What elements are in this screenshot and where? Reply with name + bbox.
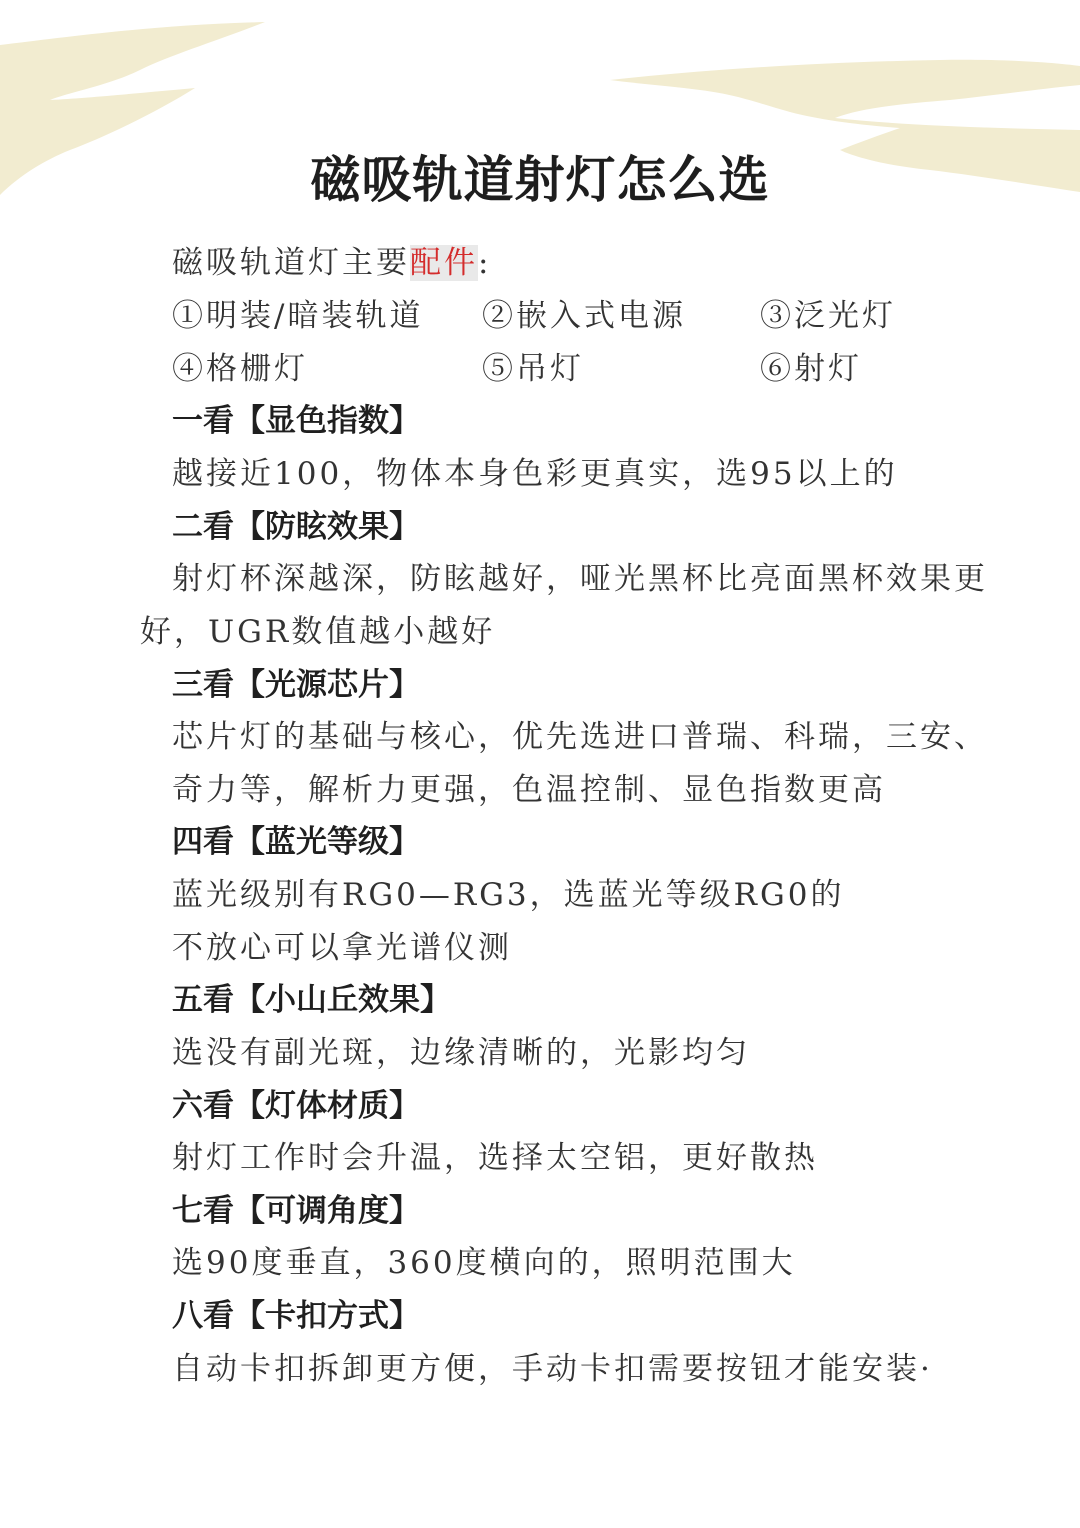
intro-highlight: 配件 xyxy=(410,245,478,281)
section-heading: 四看【蓝光等级】 xyxy=(172,824,420,860)
section-text: 射灯工作时会升温，选择太空铝，更好散热 xyxy=(172,1140,818,1176)
section-text: 蓝光级别有RG0—RG3，选蓝光等级RG0的 xyxy=(172,877,845,913)
accessory-item: ②嵌入式电源 xyxy=(482,298,686,334)
section-heading: 三看【光源芯片】 xyxy=(172,667,420,703)
section-heading: 二看【防眩效果】 xyxy=(172,509,420,545)
accessory-item: ⑤吊灯 xyxy=(482,351,584,387)
accessory-item: ⑥射灯 xyxy=(760,351,862,387)
section-heading: 七看【可调角度】 xyxy=(172,1193,420,1229)
section-heading: 一看【显色指数】 xyxy=(172,403,420,439)
accessory-item: ④格栅灯 xyxy=(172,351,308,387)
section-text: 芯片灯的基础与核心，优先选进口普瑞、科瑞，三安、 xyxy=(172,719,988,755)
section-heading: 八看【卡扣方式】 xyxy=(172,1298,420,1334)
section-heading: 五看【小山丘效果】 xyxy=(172,982,451,1018)
section-text: 越接近100，物体本身色彩更真实，选95以上的 xyxy=(172,456,898,492)
intro-suffix: : xyxy=(478,245,492,281)
intro-line xyxy=(172,243,491,283)
section-text: 不放心可以拿光谱仪测 xyxy=(172,930,512,966)
section-text: 射灯杯深越深，防眩越好，哑光黑杯比亮面黑杯效果更 xyxy=(172,561,988,597)
intro-prefix: 磁吸轨道灯主要 xyxy=(172,245,410,281)
section-text: 好，UGR数值越小越好 xyxy=(140,614,496,650)
section-text: 选没有副光斑，边缘清晰的，光影均匀 xyxy=(172,1035,750,1071)
section-text: 自动卡扣拆卸更方便，手动卡扣需要按钮才能安装· xyxy=(172,1351,933,1387)
section-text: 选90度垂直，360度横向的，照明范围大 xyxy=(172,1245,796,1281)
accessory-item: ①明装/暗装轨道 xyxy=(172,298,424,334)
section-text: 奇力等，解析力更强，色温控制、显色指数更高 xyxy=(172,772,886,808)
section-heading: 六看【灯体材质】 xyxy=(172,1088,420,1124)
page-title: 磁吸轨道射灯怎么选 xyxy=(310,150,770,209)
accessory-item: ③泛光灯 xyxy=(760,298,896,334)
